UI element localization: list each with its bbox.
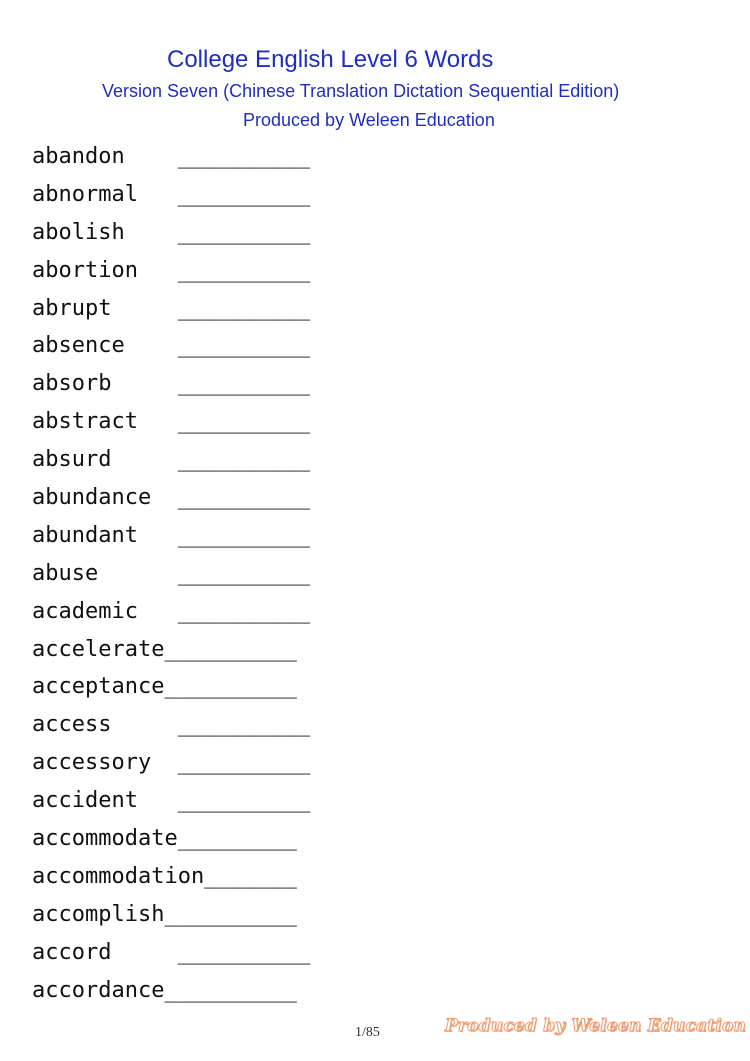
document-title: College English Level 6 Words [167,46,494,73]
word-row: absurd __________ [32,447,311,473]
word-row: abolish __________ [32,219,311,245]
word-row: accelerate__________ [32,636,297,662]
watermark-logo: Produced by Weleen Education [445,1016,747,1036]
document-subtitle: Version Seven (Chinese Translation Dictation Sequential Edition) [102,81,620,101]
word-row: abuse __________ [32,560,311,586]
word-row: accord __________ [32,939,311,965]
page-number: 1/85 [355,1025,380,1040]
word-row: acceptance__________ [32,674,297,700]
word-row: accommodation_______ [32,863,297,889]
word-list [32,140,310,1011]
word-row: abundant __________ [32,522,311,548]
producer-line: Produced by Weleen Education [243,110,495,130]
word-row: abnormal __________ [32,181,311,207]
word-row: accident __________ [32,788,311,814]
word-row: abortion __________ [32,257,311,283]
word-row: abstract __________ [32,409,311,435]
word-row: accessory __________ [32,750,311,776]
word-row: access __________ [32,712,311,738]
word-row: academic __________ [32,598,311,624]
word-row: abundance __________ [32,485,311,511]
word-row: accomplish__________ [32,901,297,927]
word-row: absorb __________ [32,371,311,397]
word-row: abrupt __________ [32,295,311,321]
word-row: accordance__________ [32,977,297,1003]
word-row: abandon __________ [32,144,311,169]
word-row: accommodate_________ [32,826,297,852]
word-row: absence __________ [32,333,311,359]
